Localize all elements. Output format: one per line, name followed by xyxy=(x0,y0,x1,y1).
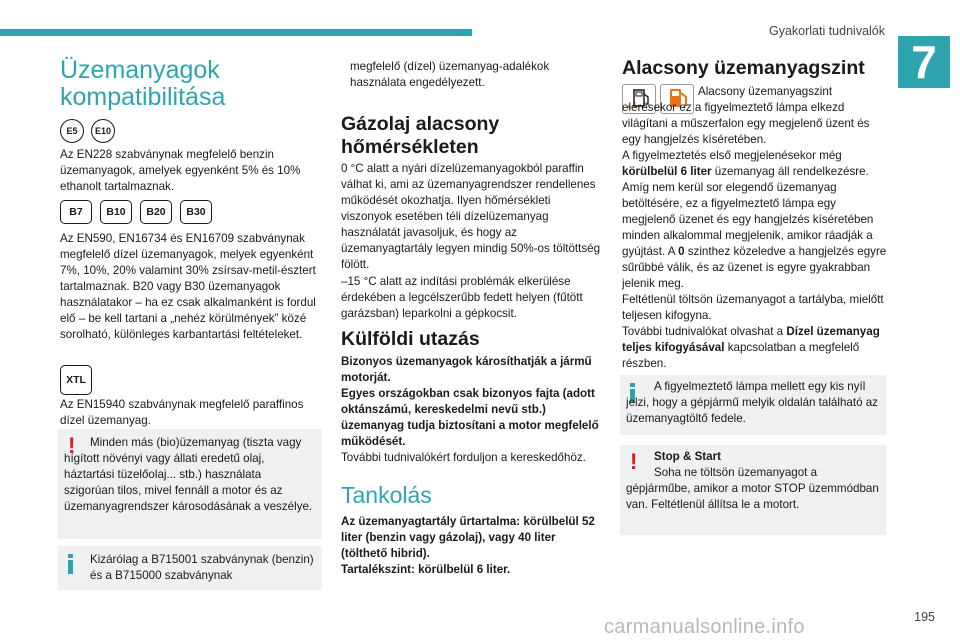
heading-low-fuel: Alacsony üzemanyagszint xyxy=(622,57,865,79)
b7-badge: B7 xyxy=(60,200,92,224)
warning-box xyxy=(58,429,322,539)
b-fuel-text: Az EN590, EN16734 és EN16709 szabványnak megfelelő dízel üzemanyagok, melyek egyenként 7%, 10%, 20% valamint 30% zsírsav-metil-észtert tartalmaznak. B20 vagy B30 üzemanyagok használatakor – ha ez csak alkalmanként is fordul elő – be kell tartani a „nehéz körülmények” közé sorolható, különleges karbantartási feltételeket. xyxy=(60,232,316,341)
warning-icon: ! xyxy=(68,433,76,458)
heading-foreign-travel: Külföldi utazás xyxy=(341,328,480,350)
e-badges xyxy=(60,119,115,143)
stop-start-text xyxy=(626,449,880,513)
additives-text: megfelelő (dízel) üzemanyag-adalékok használata engedélyezett. xyxy=(350,60,550,89)
foreign-text: További tudnivalókért forduljon a kereskedőhöz. xyxy=(341,451,586,464)
b30-badge: B30 xyxy=(180,200,212,224)
heading-refuelling: Tankolás xyxy=(341,482,432,508)
xtl-badge: XTL xyxy=(60,365,92,395)
b20-badge: B20 xyxy=(140,200,172,224)
header-accent-bar xyxy=(0,29,472,36)
info-icon xyxy=(68,554,73,574)
foreign-bold-2: Egyes országokban csak bizonyos fajta (adott oktánszámú, kereskedelmi nevű stb.) üzemanyag tudja biztosítani a motor megfelelő működését. xyxy=(341,387,599,448)
low-fuel-p5: További tudnivalókat olvashat a Dízel üzemanyag teljes kifogyásával kapcsolatban a megfelelő részben. xyxy=(622,325,880,370)
low-fuel-intro: Alacsony üzemanyagszint elérésekor ez a figyelmeztető lámpa elkezd világítani a műszerfalon egy megjelenő üzent és egy hangjelzés kíséretében. xyxy=(622,85,870,146)
low-fuel-p4: Feltétlenül töltsön üzemanyagot a tartályba, mielőtt teljesen kifogyna. xyxy=(622,293,884,322)
b-badges xyxy=(60,200,212,224)
warning-text: Minden más (bio)üzemanyag (tiszta vagy hígított növényi vagy állati eredetű olaj, háztartási tüzelőolaj... stb.) használata szigorúan tilos, mivel fennáll a motor és az üzemanyagrendszer károsodásának a veszélye. xyxy=(64,436,313,513)
xtl-text: Az EN15940 szabványnak megfelelő paraffinos dízel üzemanyag. xyxy=(60,398,304,427)
e10-badge: E10 xyxy=(91,119,115,143)
heading-compatibility: Üzemanyagok kompatibilitása xyxy=(60,56,226,111)
info-box xyxy=(58,546,322,590)
low-fuel-p2: A figyelmeztetés első megjelenésekor még körülbelül 6 liter üzemanyag áll rendelkezésre. xyxy=(622,149,869,178)
section-title: Gyakorlati tudnivalók xyxy=(768,24,885,38)
stop-start-title: Stop & Start xyxy=(654,450,721,463)
reserve-level-text: Tartalékszint: körülbelül 6 liter. xyxy=(341,563,511,576)
e5-badge: E5 xyxy=(60,119,84,143)
fuel-flap-info-text: A figyelmeztető lámpa mellett egy kis nyíl jelzi, hogy a gépjármű melyik oldalán található az üzemanyagtöltő fedele. xyxy=(626,380,878,425)
warning-icon: ! xyxy=(630,449,638,474)
fuel-flap-info-box xyxy=(620,375,886,435)
chapter-number: 7 xyxy=(898,36,950,88)
stop-start-warning-box xyxy=(620,445,886,535)
heading-diesel-cold: Gázolaj alacsony hőmérsékleten xyxy=(341,113,500,158)
diesel-cold-text-2: –15 °C alatt az indítási problémák elkerülése érdekében a legcélszerűbb fedett helyen (fűtött garázsban) leparkolni a gépkocsit. xyxy=(341,275,583,320)
xtl-badges xyxy=(60,365,92,395)
tank-capacity-text: Az üzemanyagtartály űrtartalma: körülbelül 52 liter (benzin vagy gázolaj), vagy 40 liter (tölthető hibrid). xyxy=(341,515,595,560)
info-text: Kizárólag a B715001 szabványnak (benzin) és a B715000 szabványnak xyxy=(90,553,314,582)
diesel-cold-text: 0 °C alatt a nyári dízelüzemanyagokból paraffin válhat ki, ami az üzemanyagrendszer rendellenes működését okozhatja. Ilyen hőmérsékleti viszonyok esetében téli dízelüzemanyag használatát javasoljuk, és hogy az üzemanyagtartály legyen mindig 50%-os töltöttség fölött. xyxy=(341,162,601,271)
watermark: carmanualsonline.info xyxy=(604,616,805,638)
b10-badge: B10 xyxy=(100,200,132,224)
page-number: 195 xyxy=(914,610,935,624)
e-fuel-text: Az EN228 szabványnak megfelelő benzin üzemanyagok, amelyek egyenként 5% és 10% ethanolt tartalmaznak. xyxy=(60,148,301,193)
low-fuel-p3: Amíg nem kerül sor elegendő üzemanyag betöltésére, ez a figyelmeztető lámpa egy megjelenő üzenet és egy hangjelzés kíséretében minden alkalommal megjelenik, amikor ráadják a gyújtást. A 0 szinthez közeledve a hangjelzés egyre sűrűbbé válik, és az üzenet is egyre gyakrabban jelenik meg. xyxy=(622,181,887,290)
stop-start-body: Soha ne töltsön üzemanyagot a gépjárműbe, amikor a motor STOP üzemmódban van. Feltétlenül állítsa le a motort. xyxy=(626,466,879,511)
foreign-bold-1: Bizonyos üzemanyagok károsíthatják a jármű motorját. xyxy=(341,355,592,384)
